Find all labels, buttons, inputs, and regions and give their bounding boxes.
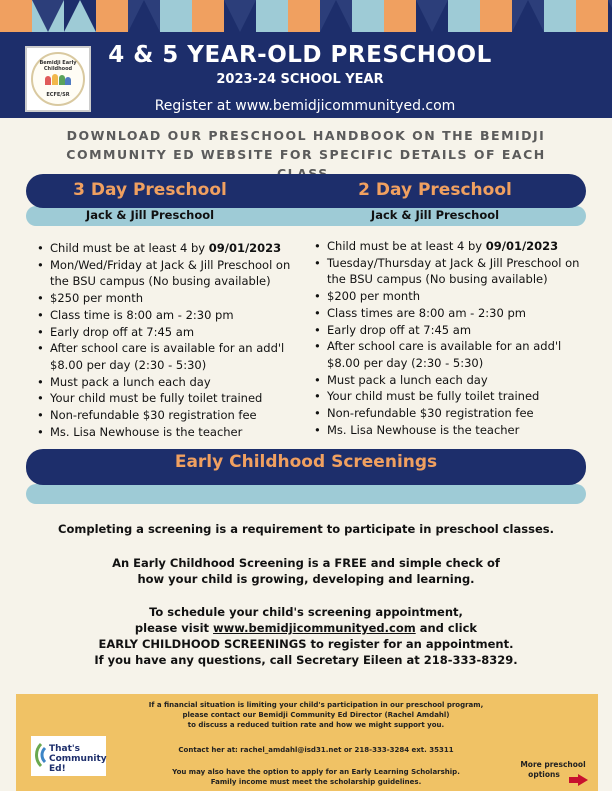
list-item-text: Non-refundable $30 registration fee [50, 408, 257, 423]
screening-schedule [40, 604, 572, 668]
scholarship-notice [106, 767, 526, 787]
list-item [311, 372, 591, 389]
list-item [34, 307, 302, 324]
scholarship-line-2: Family income must meet the scholarship guidelines. [210, 778, 422, 786]
schedule-line-3: EARLY CHILDHOOD SCREENINGS to register for an appointment. [98, 637, 514, 651]
list-item-text: Child must be at least 4 by [50, 241, 209, 255]
col1-subtitle: Jack & Jill Preschool [85, 208, 215, 222]
list-item [34, 290, 302, 307]
screening-desc-line-1: An Early Childhood Screening is a FREE and simple check of [112, 556, 500, 570]
children-figures-icon [45, 72, 71, 86]
list-item [34, 240, 302, 257]
community-ed-link[interactable]: www.bemidjicommunityed.com [213, 621, 416, 635]
logo-line-1: That's [49, 744, 81, 754]
list-item-text: Mon/Wed/Friday at Jack & Jill Preschool on the BSU campus (No busing available) [50, 257, 291, 289]
list-item [311, 305, 591, 322]
list-item [311, 338, 591, 371]
list-item [311, 405, 591, 422]
schedule-line-2-post: and click [415, 621, 478, 635]
list-item [311, 288, 591, 305]
financial-line-2: please contact our Bemidji Community Ed Director (Rachel Amdahl) [182, 711, 450, 719]
financial-line-1: If a financial situation is limiting your child's participation in our preschool program, [148, 701, 484, 709]
list-item [34, 424, 302, 441]
list-item [311, 422, 591, 439]
contact-info: Contact her at: rachel_amdahl@isd31.net or 218-333-3284 ext. 35311 [178, 746, 454, 754]
col1-title: 3 Day Preschool [73, 180, 227, 200]
download-line-2: COMMUNITY ED WEBSITE FOR SPECIFIC DETAILS OF EACH [66, 147, 546, 162]
thats-community-ed-logo [31, 736, 106, 776]
list-item-text: After school care is available for an add'l $8.00 per day (2:30 - 5:30) [50, 341, 285, 372]
list-item-text: $200 per month [327, 289, 421, 304]
list-item-text: Your child must be fully toilet trained [327, 389, 540, 404]
list-item [311, 322, 591, 339]
col2-title: 2 Day Preschool [358, 180, 512, 200]
list-item-text: Ms. Lisa Newhouse is the teacher [327, 422, 520, 437]
list-item [311, 238, 591, 255]
screening-requirement: Completing a screening is a requirement to participate in preschool classes. [58, 522, 554, 536]
col2-subtitle: Jack & Jill Preschool [370, 208, 500, 222]
logo-text-bottom: ECFE/SR [46, 92, 70, 98]
schedule-line-1: To schedule your child's screening appointment, [149, 605, 463, 619]
screenings-subbar [26, 484, 586, 504]
list-item-date: 09/01/2023 [208, 241, 282, 255]
list-item [34, 407, 302, 424]
list-item [34, 340, 302, 373]
list-item-text: Child must be at least 4 by [327, 239, 486, 253]
list-item-text: Must pack a lunch each day [327, 372, 488, 387]
list-item-text: Ms. Lisa Newhouse is the teacher [50, 424, 243, 439]
page-title: 4 & 5 YEAR-OLD PRESCHOOL [108, 42, 492, 68]
list-item [34, 374, 302, 391]
school-year: 2023-24 SCHOOL YEAR [216, 72, 384, 87]
screening-desc-line-2: how your child is growing, developing and learning. [137, 572, 475, 586]
list-item-date: 09/01/2023 [485, 239, 559, 253]
list-item-text: Non-refundable $30 registration fee [327, 406, 534, 421]
list-item [34, 390, 302, 407]
header-banner [0, 0, 612, 118]
list-item-text: Early drop off at 7:45 am [327, 322, 472, 337]
list-item-text: Must pack a lunch each day [50, 374, 211, 389]
logo-text-top: Bemidji Early Childhood [39, 60, 77, 72]
arrow-right-icon[interactable] [578, 774, 588, 786]
col2-details-list [311, 238, 591, 438]
list-item [34, 257, 302, 290]
schedule-line-2-pre: please visit [134, 621, 214, 635]
screenings-title: Early Childhood Screenings [174, 452, 438, 472]
scholarship-line-1: You may also have the option to apply for an Early Learning Scholarship. [172, 768, 460, 776]
logo-line-2: Community Ed! [49, 754, 107, 774]
triangle-pattern [0, 0, 612, 32]
more-line-1: More preschool [520, 760, 586, 769]
list-item [34, 324, 302, 341]
financial-notice [106, 700, 526, 730]
schedule-line-2 [40, 620, 572, 636]
list-item [311, 388, 591, 405]
bemidji-early-childhood-logo [25, 46, 91, 112]
list-item-text: Tuesday/Thursday at Jack & Jill Preschool on the BSU campus (No busing available) [327, 255, 580, 287]
list-item-text: Class times are 8:00 am - 2:30 pm [327, 305, 526, 320]
screening-description [40, 555, 572, 587]
more-line-2: options [528, 770, 560, 779]
col1-details-list [34, 240, 302, 440]
list-item-text: Class time is 8:00 am - 2:30 pm [50, 307, 234, 322]
register-text: Register at www.bemidjicommunityed.com [154, 98, 456, 114]
download-line-1: DOWNLOAD OUR PRESCHOOL HANDBOOK ON THE BEMIDJI [66, 128, 546, 143]
list-item-text: $250 per month [50, 291, 144, 306]
community-ed-icon [33, 742, 49, 768]
list-item-text: After school care is available for an add'l $8.00 per day (2:30 - 5:30) [327, 339, 562, 370]
list-item [311, 255, 591, 288]
community-ed-logo-text [49, 744, 107, 774]
footer-box [16, 694, 598, 791]
list-item-text: Early drop off at 7:45 am [50, 324, 195, 339]
list-item-text: Your child must be fully toilet trained [50, 391, 263, 406]
schedule-line-4: If you have any questions, call Secretary Eileen at 218-333-8329. [94, 653, 518, 667]
financial-line-3: to discuss a reduced tuition rate and how we might support you. [187, 721, 445, 729]
arrow-right-icon-body [569, 777, 578, 783]
